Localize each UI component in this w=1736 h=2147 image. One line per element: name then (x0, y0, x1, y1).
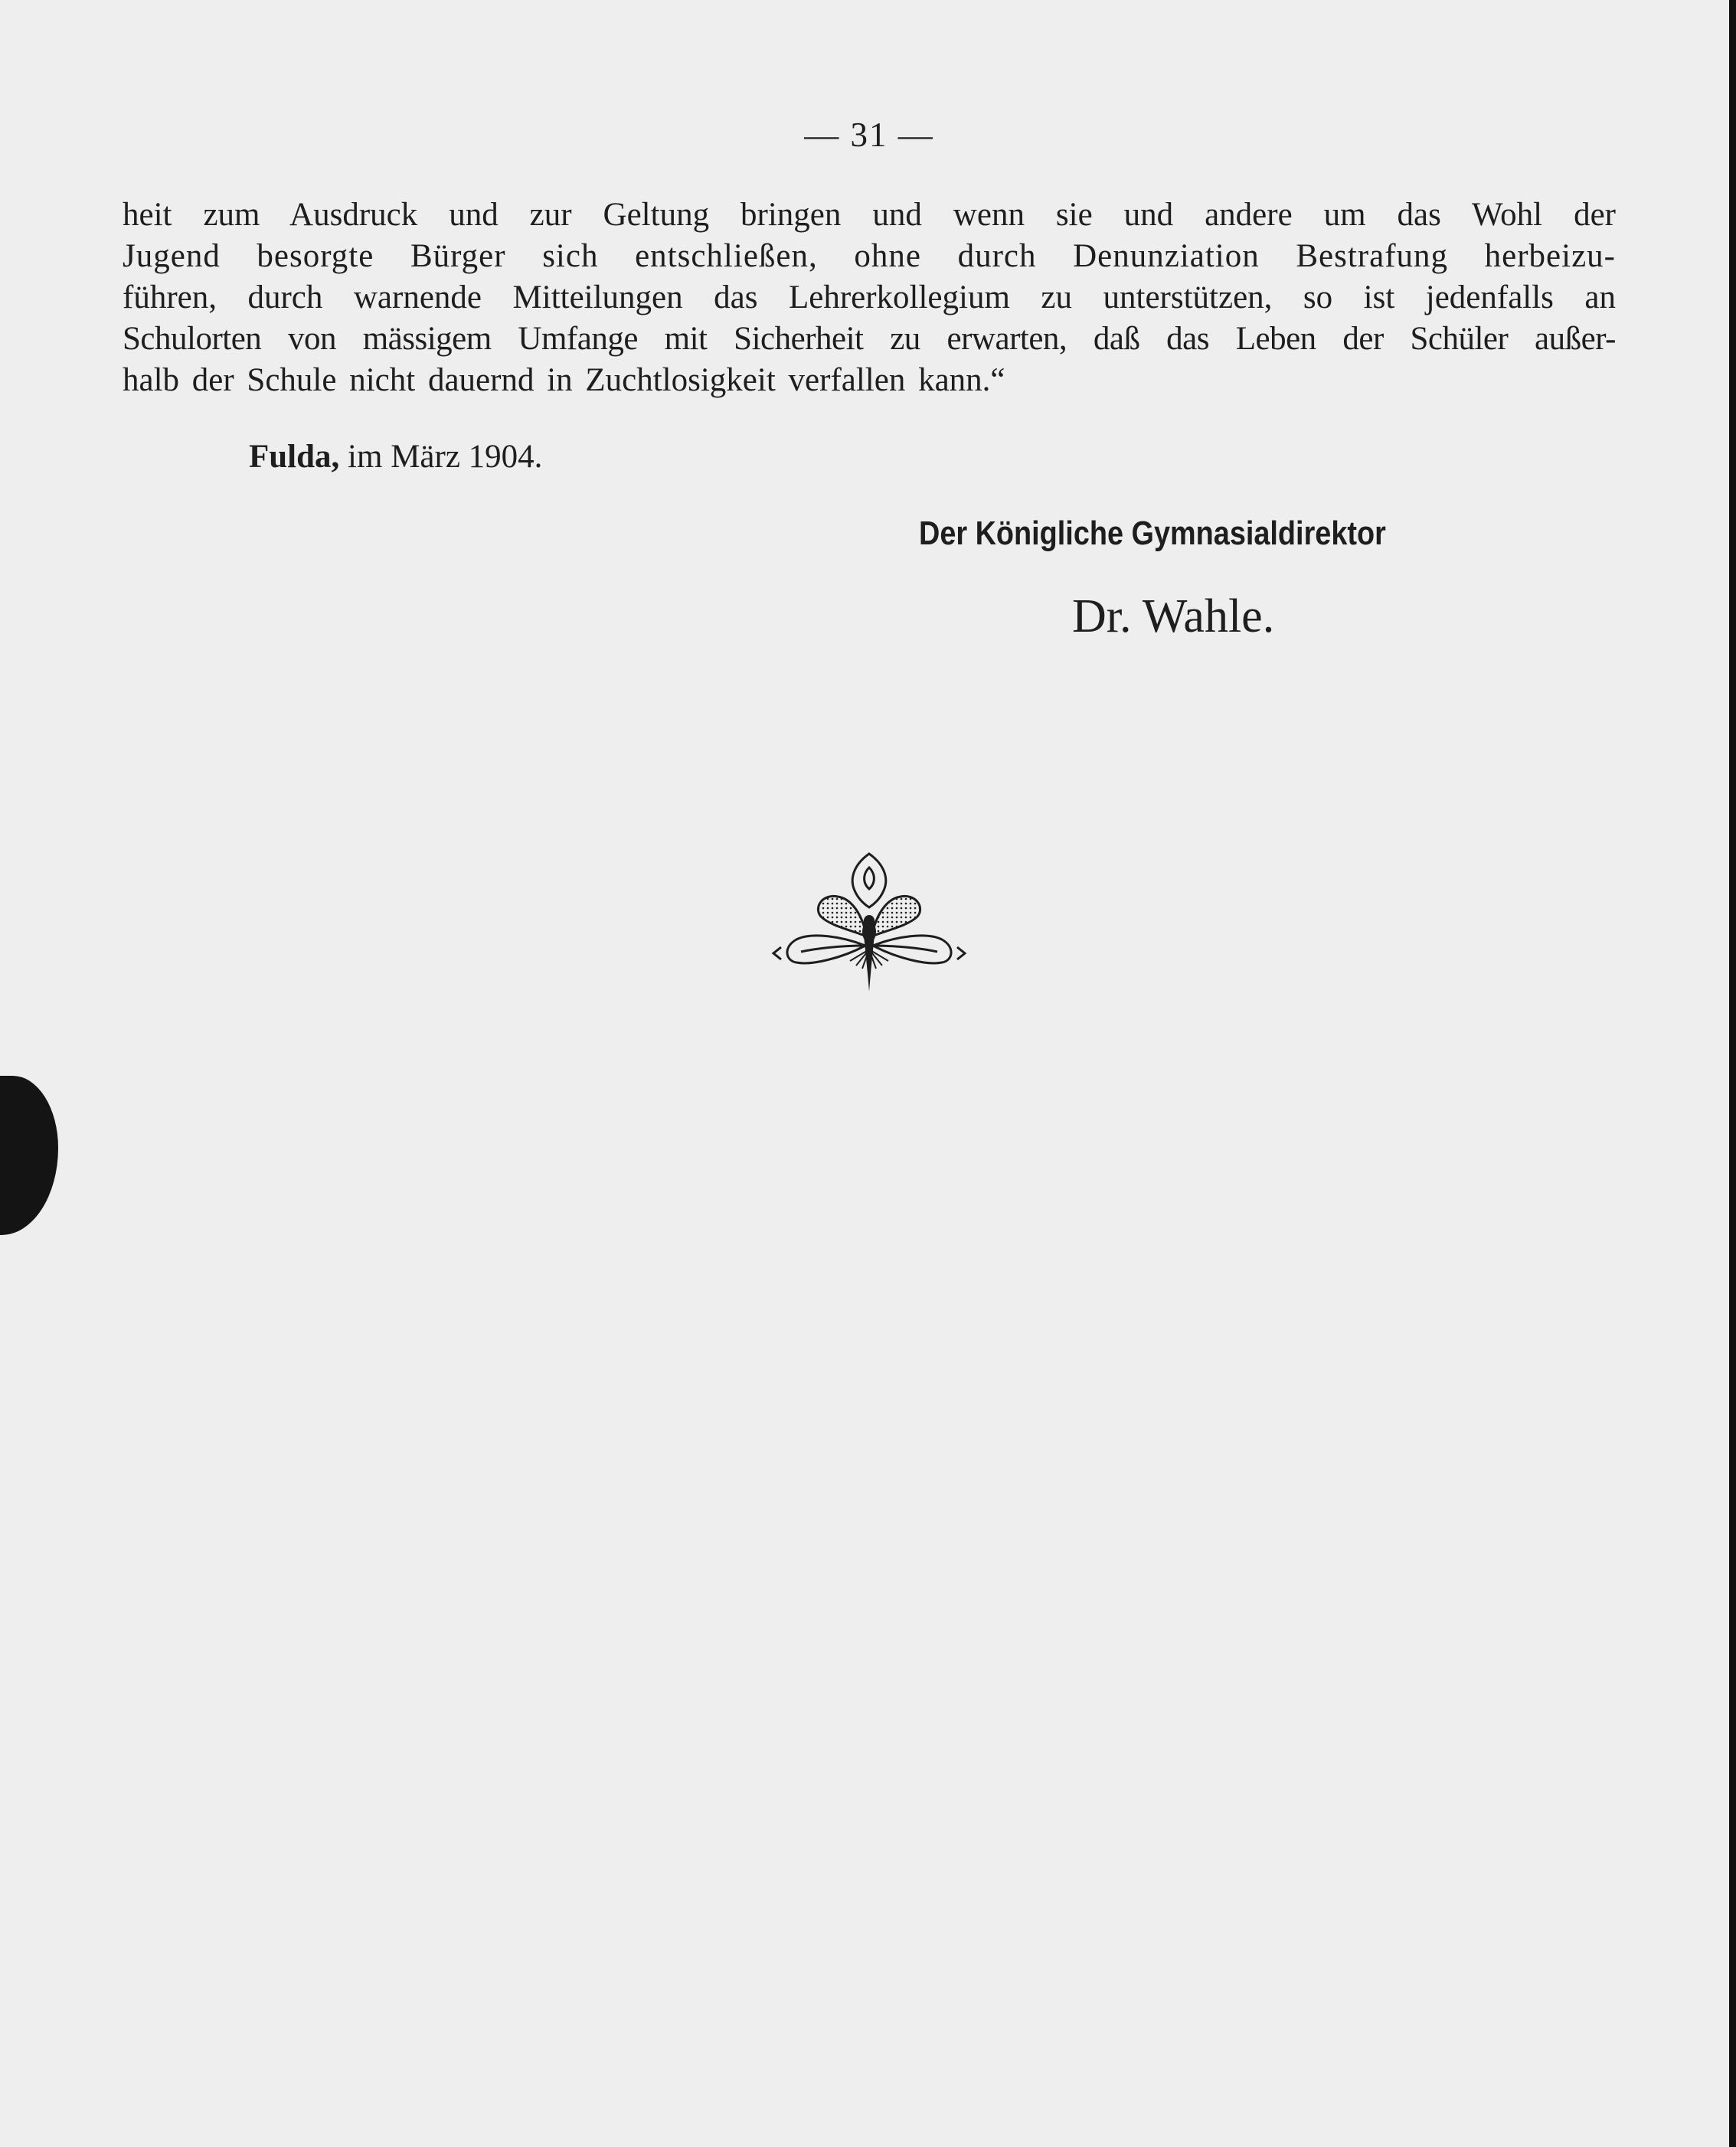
scan-ink-blot (0, 1076, 58, 1235)
signatory-name: Dr. Wahle. (1072, 590, 1275, 642)
date: im März 1904. (348, 439, 543, 475)
place: Fulda, (249, 439, 340, 475)
body-line: heit zum Ausdruck und zur Geltung bringen und wenn sie und andere um das Wohl der (123, 197, 1616, 233)
body-line: führen, durch warnende Mitteilungen das Lehrerkollegium zu unterstützen, so ist jedenfalls an (123, 279, 1616, 315)
body-line: Schulorten von mässigem Umfange mit Sicherheit zu erwarten, daß das Leben der Schüler außer- (123, 321, 1616, 357)
page-number: — 31 — (804, 116, 934, 154)
signatory-title: Der Königliche Gymnasialdirektor (919, 515, 1386, 552)
body-line: halb der Schule nicht dauernd in Zuchtlosigkeit verfallen kann.“ (123, 362, 1005, 398)
body-line: Jugend besorgte Bürger sich entschließen, ohne durch Denunziation Bestrafung herbeizu- (123, 238, 1616, 274)
place-date (249, 438, 542, 475)
body-paragraph (123, 194, 1616, 401)
floral-vignette-icon (766, 846, 973, 999)
scan-edge-shadow (1729, 0, 1736, 2147)
